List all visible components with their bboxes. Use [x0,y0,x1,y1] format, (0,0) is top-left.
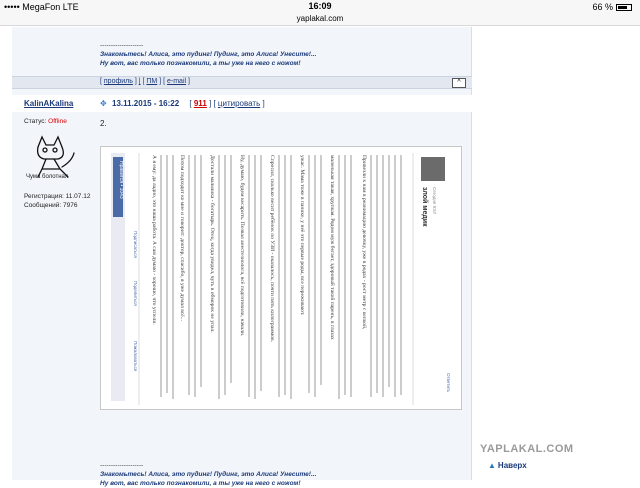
post-anchor-icon[interactable]: ✥ [100,99,107,108]
forum-thread [12,27,472,487]
scroll-up-button[interactable]: ^ [452,78,466,88]
rating-wrap: [ 911 ] [189,99,212,108]
post-count: Сообщений: 7976 [24,202,78,209]
image-reply-link: Ответить [446,373,451,393]
avatar-eye-left [43,148,47,152]
battery-icon [616,4,632,11]
clock-label: 16:09 [308,1,332,11]
rotated-screenshot [101,147,462,410]
email-link[interactable]: e-mail [167,78,187,85]
profile-links-bar [12,76,472,89]
pm-link[interactable]: ПМ [146,78,158,85]
avatar-eye-right [53,148,57,152]
user-title: Чума болотная [26,174,69,180]
profile-links: [ профиль ] | [ ПМ ] [ e-mail ] [100,78,190,85]
status-value: Offline [48,118,67,125]
image-text-col-5: Ну, думаю, будем кесарить. Позвал анестезиолога, всё подготовили, начали. [239,155,245,337]
user-status [24,117,94,126]
url-label: yaplakal.com [296,14,344,23]
signature-bottom-line-2: Ну вот, вас только познакомили, а ты уже на него с ножом! [100,480,301,487]
signature-line-2: Ну вот, вас только познакомили, а ты уже на него с ножом! [100,60,301,67]
user-avatar [24,131,80,179]
links-separator: | [138,78,141,85]
post-body-text: 2. [100,119,107,128]
image-text-col-4: Спросил, сколько весит ребёнок по УЗИ - оказалось, почти пять килограммов. [269,155,275,343]
image-text-col-2: маленькая такая, хрупкая. Рядом муж бегает, здоровый такой парень, в глазах [329,155,335,340]
image-text-col-8: А я ему: да ладно, это наша работа. А сам думаю - хорошо, что успели. [151,155,157,325]
user-stats [24,192,90,210]
image-author-avatar [421,157,445,181]
image-text-col-7: Потом подходит ко мне и говорит: доктор, спасибо, я уже думал всё... [179,155,185,321]
back-to-top-label: Наверх [497,461,527,470]
image-side-link-2: Поделиться [133,281,138,306]
post-author-link[interactable]: KalinAKalina [24,99,74,108]
profile-link[interactable]: профиль [103,78,133,85]
image-author-time: Сегодня 9:57 [432,187,437,215]
post-meta [100,99,265,108]
avatar-head [38,147,64,159]
post-rating[interactable]: 911 [193,99,207,108]
image-author-name: злой медик [421,187,428,227]
signature-top [100,41,316,68]
image-text-col-6: Достали мальчика - богатырь. Отец, когда увидел, чуть в обморок не упал. [209,155,215,333]
signature-separator-bottom: -------------------- [100,462,144,469]
url-bar[interactable] [0,14,640,26]
battery-indicator [592,2,632,12]
post-date: 13.11.2015 - 16:22 [112,99,180,108]
status-label: Статус: [24,118,47,125]
post-image[interactable] [100,146,462,410]
right-column [474,27,640,480]
cite-link[interactable]: цитировать [217,99,261,108]
battery-label: 66 % [592,2,613,12]
page-content [0,27,640,487]
image-text-col-1: Привезли к нам в реанимацию девочку, уже в родах - рост метр с кепкой, [361,155,367,330]
signature-bottom [100,461,316,488]
registration-date: Регистрация: 11.07.12 [24,193,91,200]
signature-bottom-line-1: Знакомьтесь! Алиса, это пудинг! Пудинг, это Алиса! Унесите!... [100,471,317,478]
up-arrow-icon: ▲ [488,461,496,470]
left-gutter [0,27,12,480]
image-like-count: Нравится • 1043 [118,161,124,199]
image-side-link-3: Пожаловаться [133,341,138,372]
cite-wrap: [ цитировать ] [213,99,265,108]
signature-separator: -------------------- [100,42,144,49]
signature-line-1: Знакомьтесь! Алиса, это пудинг! Пудинг, это Алиса! Унесите!... [100,51,317,58]
site-logo[interactable]: YAPLAKAL.COM [480,443,574,455]
back-to-top-link[interactable] [488,461,527,470]
post-header [12,95,472,112]
carrier-label: ••••• MegaFon LTE [4,2,79,12]
image-side-link-1: Подписаться [133,231,138,258]
avatar-ears [38,137,62,147]
image-text-col-3: ужас. Мама тоже в панике, у неё это первые роды, все переживают. [299,155,305,316]
ios-status-bar [0,0,640,14]
